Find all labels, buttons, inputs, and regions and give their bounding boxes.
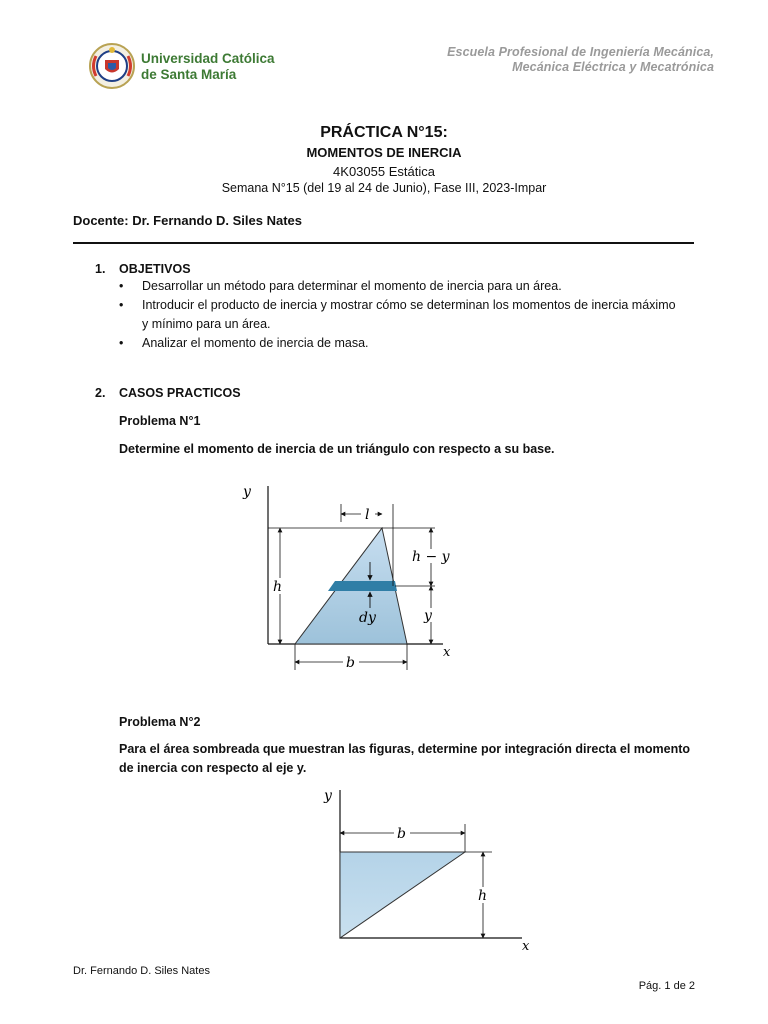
school-name	[447, 45, 714, 75]
problem2-statement-line2: de inercia con respecto al eje y.	[119, 761, 307, 775]
problem1-triangle-figure	[225, 478, 465, 674]
objective-item: Analizar el momento de inercia de masa.	[142, 336, 369, 350]
h-label: h	[273, 579, 283, 595]
bullet-icon: •	[119, 298, 124, 312]
differential-strip	[328, 581, 397, 591]
l-label: l	[365, 507, 370, 523]
y-axis-label: y	[243, 484, 251, 500]
university-name-line2: de Santa María	[141, 67, 237, 82]
section2-title: CASOS PRACTICOS	[119, 386, 241, 400]
footer-author: Dr. Fernando D. Siles Nates	[73, 965, 210, 977]
section1-number: 1.	[95, 262, 106, 276]
problem1-label: Problema N°1	[119, 414, 201, 428]
h-minus-y-label: h − y	[412, 549, 450, 565]
x-axis-label: x	[522, 939, 530, 954]
footer-page-number: Pág. 1 de 2	[638, 980, 695, 992]
horizontal-rule	[73, 242, 694, 244]
h-label: h	[478, 888, 488, 904]
docente-line: Docente: Dr. Fernando D. Siles Nates	[73, 213, 303, 228]
dy-label: dy	[359, 610, 376, 626]
shaded-triangle-area	[340, 852, 465, 938]
y-dimension-label: y	[424, 608, 432, 624]
problem2-triangle-figure	[318, 784, 538, 956]
bullet-icon: •	[119, 279, 124, 293]
section2-number: 2.	[95, 386, 106, 400]
university-name-line1: Universidad Católica	[141, 51, 275, 66]
b-label: b	[346, 655, 355, 671]
b-label: b	[397, 826, 406, 842]
course-code: 4K03055 Estática	[333, 164, 435, 179]
y-axis-label: y	[324, 788, 332, 804]
practice-subtitle: MOMENTOS DE INERCIA	[306, 145, 462, 160]
university-name	[141, 51, 275, 83]
school-name-line2: Mecánica Eléctrica y Mecatrónica	[512, 60, 714, 74]
section1-title: OBJETIVOS	[119, 262, 191, 276]
problem1-statement: Determine el momento de inercia de un triángulo con respecto a su base.	[119, 442, 555, 456]
objective-item: Desarrollar un método para determinar el momento de inercia para un área.	[142, 279, 562, 293]
objective-item-continuation: y mínimo para un área.	[142, 317, 271, 331]
university-crest-logo	[88, 42, 136, 90]
x-axis-label: x	[443, 645, 451, 660]
bullet-icon: •	[119, 336, 124, 350]
school-name-line1: Escuela Profesional de Ingeniería Mecánica,	[447, 45, 714, 59]
objective-item: Introducir el producto de inercia y mostrar cómo se determinan los momentos de inercia máximo	[142, 298, 676, 312]
practice-title: PRÁCTICA N°15:	[320, 124, 448, 141]
problem2-statement-line1: Para el área sombreada que muestran las figuras, determine por integración directa el momento	[119, 742, 691, 756]
week-info: Semana N°15 (del 19 al 24 de Junio), Fase III, 2023-Impar	[221, 181, 547, 195]
problem2-label: Problema N°2	[119, 715, 201, 729]
